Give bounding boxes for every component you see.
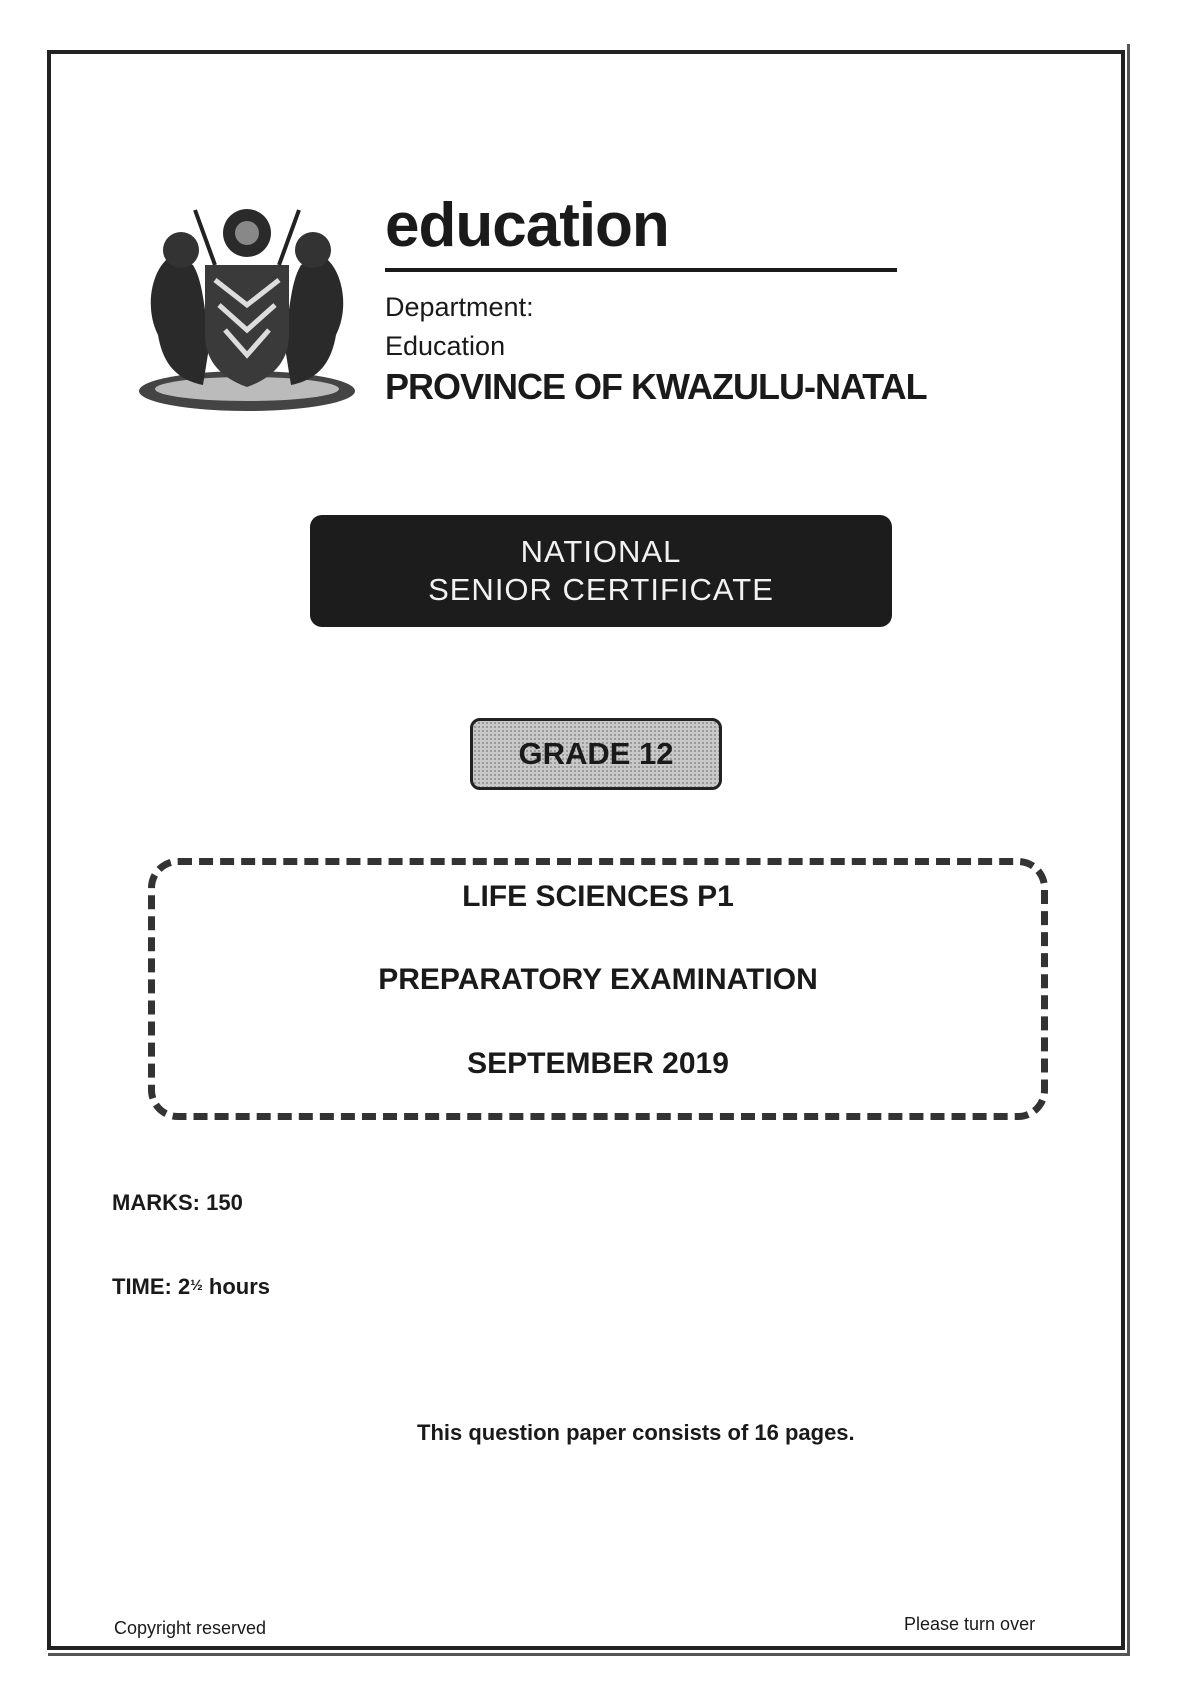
education-wordmark: education: [385, 191, 669, 260]
exam-session: SEPTEMBER 2019: [467, 1047, 729, 1080]
exam-type: PREPARATORY EXAMINATION: [378, 963, 818, 996]
province-name: PROVINCE OF KWAZULU-NATAL: [385, 366, 927, 407]
department-name: Education: [385, 331, 506, 361]
subject-title: LIFE SCIENCES P1: [462, 880, 734, 913]
department-label: Department:: [385, 292, 534, 322]
marks-label: MARKS:: [112, 1190, 200, 1215]
marks-value: 150: [206, 1190, 243, 1215]
certificate-banner: [310, 515, 892, 627]
grade-badge: [470, 718, 722, 790]
time-whole: 2: [178, 1274, 191, 1299]
time-unit: hours: [208, 1274, 271, 1299]
time-label: TIME:: [112, 1274, 172, 1299]
turn-over-footer: Please turn over: [904, 1614, 1036, 1634]
grade-label: GRADE 12: [518, 736, 674, 771]
certificate-line-1: NATIONAL: [520, 534, 682, 569]
marks-line: [112, 1190, 243, 1216]
coat-of-arms-logo: [133, 195, 361, 420]
copyright-footer: Copyright reserved: [114, 1618, 267, 1638]
time-fraction: ½: [190, 1277, 203, 1294]
header-rule: [385, 268, 897, 272]
certificate-line-2: SENIOR CERTIFICATE: [428, 572, 774, 607]
page-count-note: This question paper consists of 16 pages.: [417, 1420, 855, 1445]
time-line: [112, 1274, 270, 1300]
